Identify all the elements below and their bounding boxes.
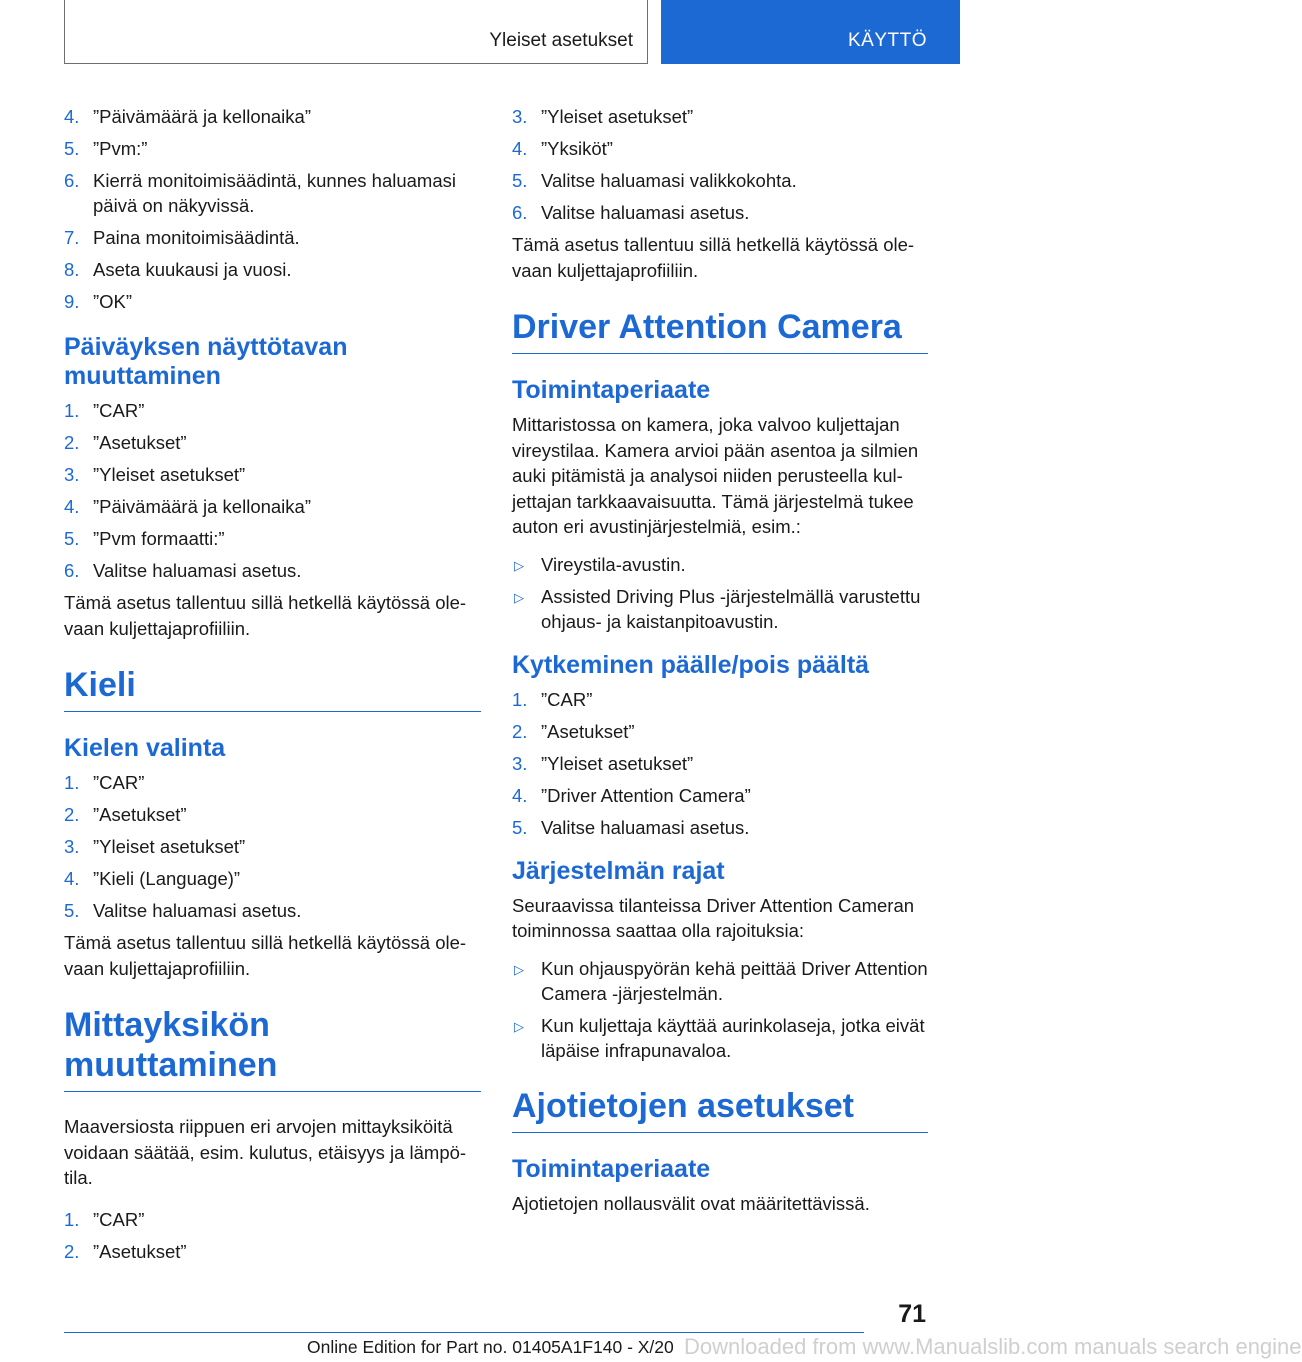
edition-text: Online Edition for Part no. 01405A1F140 - X/20 — [307, 1337, 674, 1357]
triangle-bullet-icon: ▷ — [514, 961, 524, 977]
step-item — [64, 770, 481, 795]
dac-principle-heading: Toimintaperiaate — [512, 376, 711, 404]
step-number: 3. — [512, 106, 528, 127]
step-text: ”CAR” — [93, 400, 145, 421]
bullet-item — [512, 956, 928, 1006]
watermark: Downloaded from www.Manualslib.com manuals search engine — [684, 1334, 1302, 1359]
step-item — [64, 866, 481, 891]
triangle-bullet-icon: ▷ — [514, 1018, 524, 1034]
step-item — [512, 783, 928, 808]
step-text: Valitse haluamasi valikkokohta. — [541, 170, 797, 191]
chapter-title: KÄYTTÖ — [847, 30, 927, 51]
step-text: ”Pvm formaatti:” — [93, 528, 225, 549]
step-number: 1. — [512, 688, 528, 710]
step-item — [64, 494, 481, 519]
step-number: 2. — [64, 1240, 80, 1262]
step-text: ”Asetukset” — [93, 804, 187, 825]
step-text: ”Asetukset” — [93, 1240, 187, 1262]
step-text: ”CAR” — [541, 688, 593, 710]
limits-bullet-list — [512, 956, 928, 1063]
step-text: ”Pvm:” — [93, 138, 148, 159]
page-number: 71 — [898, 1300, 926, 1328]
step-number: 5. — [64, 900, 80, 921]
step-item — [64, 289, 481, 314]
section-title: Yleiset asetukset — [489, 30, 633, 51]
step-text: Valitse haluamasi asetus. — [541, 202, 750, 223]
bullet-text: Kun kuljettaja käyttää aurinkolaseja, jotka eivät läpäise infrapunavaloa. — [541, 1014, 925, 1061]
units-intro: Maaversiosta riippuen eri arvojen mittayksiköitä voidaan säätää, esim. kulutus, etäisyys ja lämpötila. — [64, 1116, 467, 1188]
step-number: 6. — [512, 202, 528, 223]
step-text: ”CAR” — [93, 1208, 145, 1230]
step-item — [512, 687, 928, 712]
step-number: 4. — [512, 138, 528, 159]
step-text: ”Asetukset” — [541, 720, 635, 742]
dac-title: Driver Attention Camera — [512, 307, 928, 354]
step-item — [64, 834, 481, 859]
step-number: 2. — [64, 432, 80, 453]
step-number: 4. — [64, 868, 80, 889]
step-item — [512, 104, 928, 129]
step-number: 5. — [512, 816, 528, 838]
step-item — [512, 200, 928, 225]
step-number: 3. — [64, 836, 80, 857]
dac-switch-steps-list — [512, 687, 928, 840]
bullet-item — [512, 552, 928, 577]
step-item — [512, 751, 928, 776]
step-number: 4. — [64, 496, 80, 517]
step-item — [64, 558, 481, 583]
trip-text: Ajotietojen nollausvälit ovat määritettävissä. — [512, 1192, 870, 1214]
date-format-note: Tämä asetus tallentuu sillä hetkellä käytössä olevaan kuljettajaprofiiliin. — [64, 592, 467, 639]
triangle-bullet-icon: ▷ — [514, 557, 524, 573]
language-steps-list — [64, 770, 481, 923]
step-item — [64, 526, 481, 551]
units-note: Tämä asetus tallentuu sillä hetkellä käytössä olevaan kuljettajaprofiiliin. — [512, 234, 915, 281]
step-text: Paina monitoimisäädintä. — [93, 227, 300, 248]
right-column — [512, 104, 928, 1224]
step-text: ”Asetukset” — [93, 432, 187, 453]
step-item — [512, 136, 928, 161]
step-text: ”Driver Attention Camera” — [541, 784, 751, 806]
step-item — [64, 898, 481, 923]
step-number: 1. — [64, 772, 80, 793]
step-text: ”Yleiset asetukset” — [541, 752, 694, 774]
triangle-bullet-icon: ▷ — [514, 589, 524, 605]
step-text: ”Yleiset asetukset” — [93, 464, 246, 485]
step-text: ”Yksiköt” — [541, 138, 613, 159]
bullet-text: Kun ohjauspyörän kehä peittää Driver Attention Camera -järjestelmän. — [541, 957, 928, 1004]
date-format-heading: Päiväyksen näyttötavan muuttaminen — [64, 333, 348, 390]
units-steps-continued-list — [512, 104, 928, 225]
step-item — [64, 398, 481, 423]
dac-switch-heading: Kytkeminen päälle/pois päältä — [512, 650, 870, 679]
units-steps-list — [64, 1207, 481, 1264]
step-number: 3. — [64, 464, 80, 485]
step-number: 4. — [64, 106, 80, 127]
trip-principle-heading: Toimintaperiaate — [512, 1154, 711, 1183]
step-number: 2. — [64, 804, 80, 825]
step-number: 5. — [64, 528, 80, 549]
step-text: ”OK” — [93, 291, 133, 312]
step-text: ”Kieli (Language)” — [93, 868, 241, 889]
step-item — [512, 815, 928, 840]
step-item — [64, 802, 481, 827]
units-title: Mittayksikön muuttaminen — [64, 1005, 481, 1092]
limits-heading: Järjestelmän rajat — [512, 856, 725, 885]
step-item — [64, 225, 481, 250]
step-text: ”Päivämäärä ja kellonaika” — [93, 106, 311, 127]
language-title: Kieli — [64, 665, 481, 712]
date-steps-list — [64, 104, 481, 314]
step-text: Kierrä monitoimisäädintä, kunnes haluamasi päivä on näkyvissä. — [93, 170, 456, 216]
step-text: ”Päivämäärä ja kellonaika” — [93, 496, 311, 517]
step-number: 6. — [64, 170, 80, 191]
step-item — [64, 136, 481, 161]
trip-title: Ajotietojen asetukset — [512, 1086, 928, 1133]
section-tab — [64, 0, 648, 64]
step-item — [512, 719, 928, 744]
step-text: Valitse haluamasi asetus. — [93, 900, 302, 921]
bullet-item — [512, 1013, 928, 1063]
step-number: 2. — [512, 720, 528, 742]
step-item — [64, 1239, 481, 1264]
step-text: ”Yleiset asetukset” — [541, 106, 694, 127]
step-number: 7. — [64, 227, 80, 248]
date-format-steps-list — [64, 398, 481, 583]
chapter-tab — [661, 0, 960, 64]
step-text: Valitse haluamasi asetus. — [93, 560, 302, 581]
step-number: 5. — [64, 138, 80, 159]
step-item — [64, 430, 481, 455]
step-item — [512, 168, 928, 193]
left-column — [64, 104, 481, 1271]
dac-principle-text: Mittaristossa on kamera, joka valvoo kuljettajan vireystilaa. Kamera arvioi pään asentoa ja silmien auki pitämistä ja analysoi niiden perusteella kuljettajan tarkkaavaisuutta. Tämä järjestelmä tukee auton eri avustinjärjestelmiä, esim.: — [512, 414, 919, 537]
step-item — [64, 462, 481, 487]
step-item — [64, 104, 481, 129]
dac-bullet-list — [512, 552, 928, 634]
step-text: ”CAR” — [93, 772, 145, 793]
language-note: Tämä asetus tallentuu sillä hetkellä käytössä olevaan kuljettajaprofiiliin. — [64, 932, 467, 979]
step-number: 5. — [512, 170, 528, 191]
bullet-text: Assisted Driving Plus -järjestelmällä varustettu ohjaus- ja kaistanpitoavustin. — [541, 585, 921, 632]
step-item — [64, 1207, 481, 1232]
step-text: Aseta kuukausi ja vuosi. — [93, 259, 292, 280]
step-number: 3. — [512, 752, 528, 774]
bullet-item — [512, 584, 928, 634]
step-number: 1. — [64, 400, 80, 421]
footer-divider — [64, 1332, 864, 1333]
step-number: 6. — [64, 560, 80, 581]
step-item — [64, 168, 481, 218]
step-number: 9. — [64, 291, 80, 312]
limits-text: Seuraavissa tilanteissa Driver Attention Cameran toiminnossa saattaa olla rajoituksia: — [512, 894, 915, 941]
step-number: 8. — [64, 259, 80, 280]
step-number: 4. — [512, 784, 528, 806]
page-header — [0, 0, 960, 66]
step-item — [64, 257, 481, 282]
step-number: 1. — [64, 1208, 80, 1230]
step-text: ”Yleiset asetukset” — [93, 836, 246, 857]
step-text: Valitse haluamasi asetus. — [541, 816, 750, 838]
bullet-text: Vireystila-avustin. — [541, 553, 686, 575]
language-subheading: Kielen valinta — [64, 734, 226, 762]
